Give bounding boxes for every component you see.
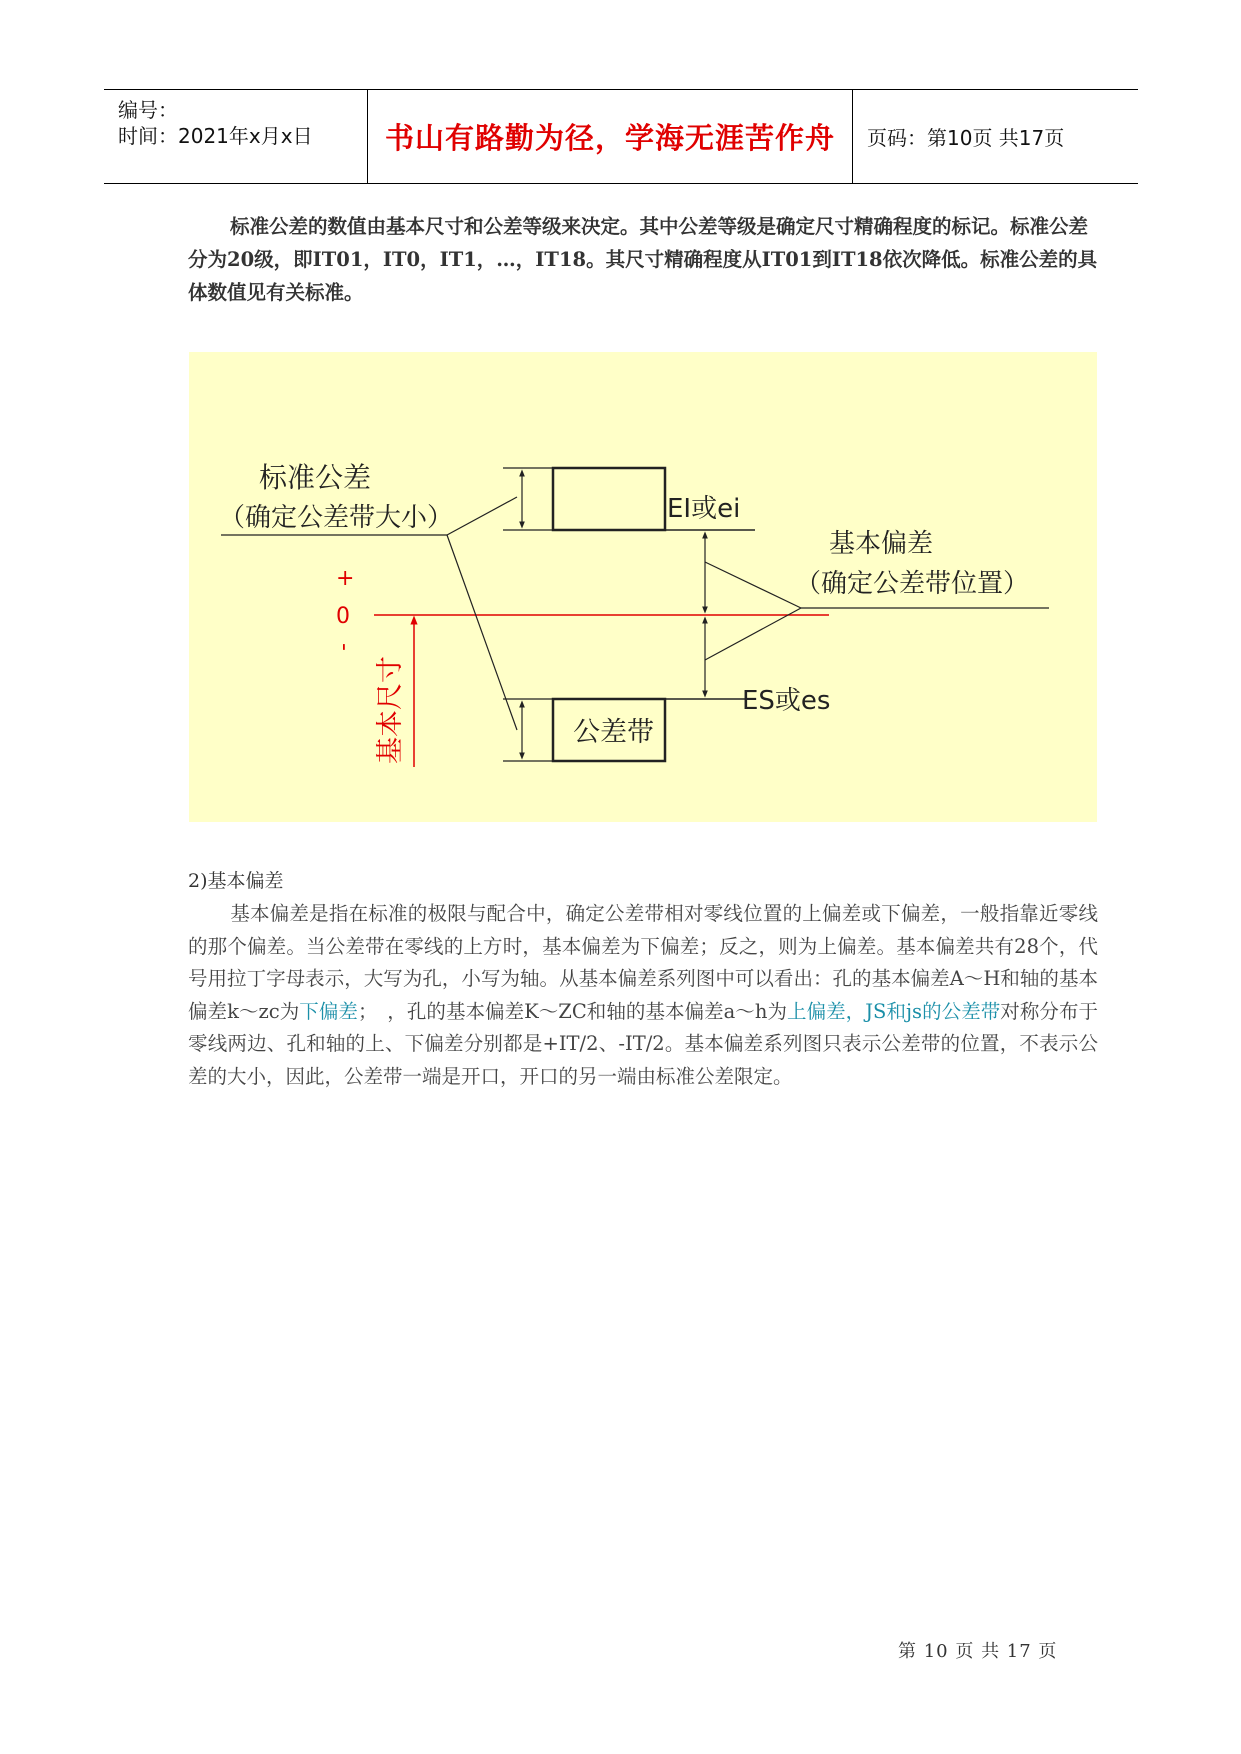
tolerance-diagram xyxy=(189,352,1097,822)
header-motto: 书山有路勤为径，学海无涯苦作舟 xyxy=(368,90,853,183)
es-label: ES或es xyxy=(742,686,831,716)
page-footer: 第 10 页 共 17 页 xyxy=(898,1641,1058,1662)
paragraph1-text: 标准公差的数值由基本尺寸和公差等级来决定。其中公差等级是确定尺寸精确程度的标记。标准公差分为20级，即IT01，IT0，IT1，…，IT18。其尺寸精确程度从IT01到IT18依次降低。标准公差的具体数值见有关标准。 xyxy=(188,215,1098,304)
tolerance-diagram-svg xyxy=(189,352,1097,822)
paragraph2-text-b: ； ，孔的基本偏差K～ZC和轴的基本偏差a～h为 xyxy=(357,999,788,1023)
paragraph2-text-c: ， xyxy=(845,999,866,1023)
number-label: 编号： xyxy=(118,98,178,122)
basic-size-label: 基本尺寸 xyxy=(375,656,406,764)
basic-deviation-paragraph xyxy=(188,898,1098,1093)
header-page-cell xyxy=(853,90,1138,183)
basic-dev-sub: （确定公差带位置） xyxy=(795,569,1030,599)
standard-tolerance-paragraph xyxy=(188,210,1098,309)
js-tolerance-zone-link[interactable]: JS和js的公差带 xyxy=(865,999,1001,1023)
zero-sign: 0 xyxy=(336,604,350,629)
basic-dev-label: 基本偏差 xyxy=(829,529,934,559)
ei-label: EI或ei xyxy=(667,494,741,524)
paragraph2-text-d: 对称分布于零线两边、孔和轴的上、下偏差分别都是+IT/2、-IT/2。基本偏差系列图只表示公差带的位置，不表示公差的大小，因此，公差带一端是开口，开口的另一端由标准公差限定。 xyxy=(188,999,1098,1088)
upper-tolerance-box xyxy=(553,468,665,530)
page-header xyxy=(104,89,1138,184)
upper-deviation-link[interactable]: 上偏差 xyxy=(787,999,846,1023)
time-label: 时间：2021年x月x日 xyxy=(118,124,313,148)
std-tol-label: 标准公差 xyxy=(259,461,372,494)
section-title: 2)基本偏差 xyxy=(188,870,284,892)
page-label: 页码：第10页 共17页 xyxy=(867,126,1065,150)
minus-sign: - xyxy=(332,643,357,651)
header-info-cell xyxy=(104,90,368,183)
lower-deviation-link[interactable]: 下偏差 xyxy=(299,999,358,1023)
plus-sign: + xyxy=(336,566,355,591)
std-tol-sub: （确定公差带大小） xyxy=(219,503,454,533)
paragraph2-text-a: 基本偏差是指在标准的极限与配合中，确定公差带相对零线位置的上偏差或下偏差，一般指靠近零线的那个偏差。当公差带在零线的上方时，基本偏差为下偏差；反之，则为上偏差。基本偏差共有28个，代号用拉丁字母表示，大写为孔，小写为轴。从基本偏差系列图中可以看出：孔的基本偏差A～H和轴的基本偏差k～zc为 xyxy=(188,902,1098,1023)
tol-zone-label: 公差带 xyxy=(573,717,654,748)
